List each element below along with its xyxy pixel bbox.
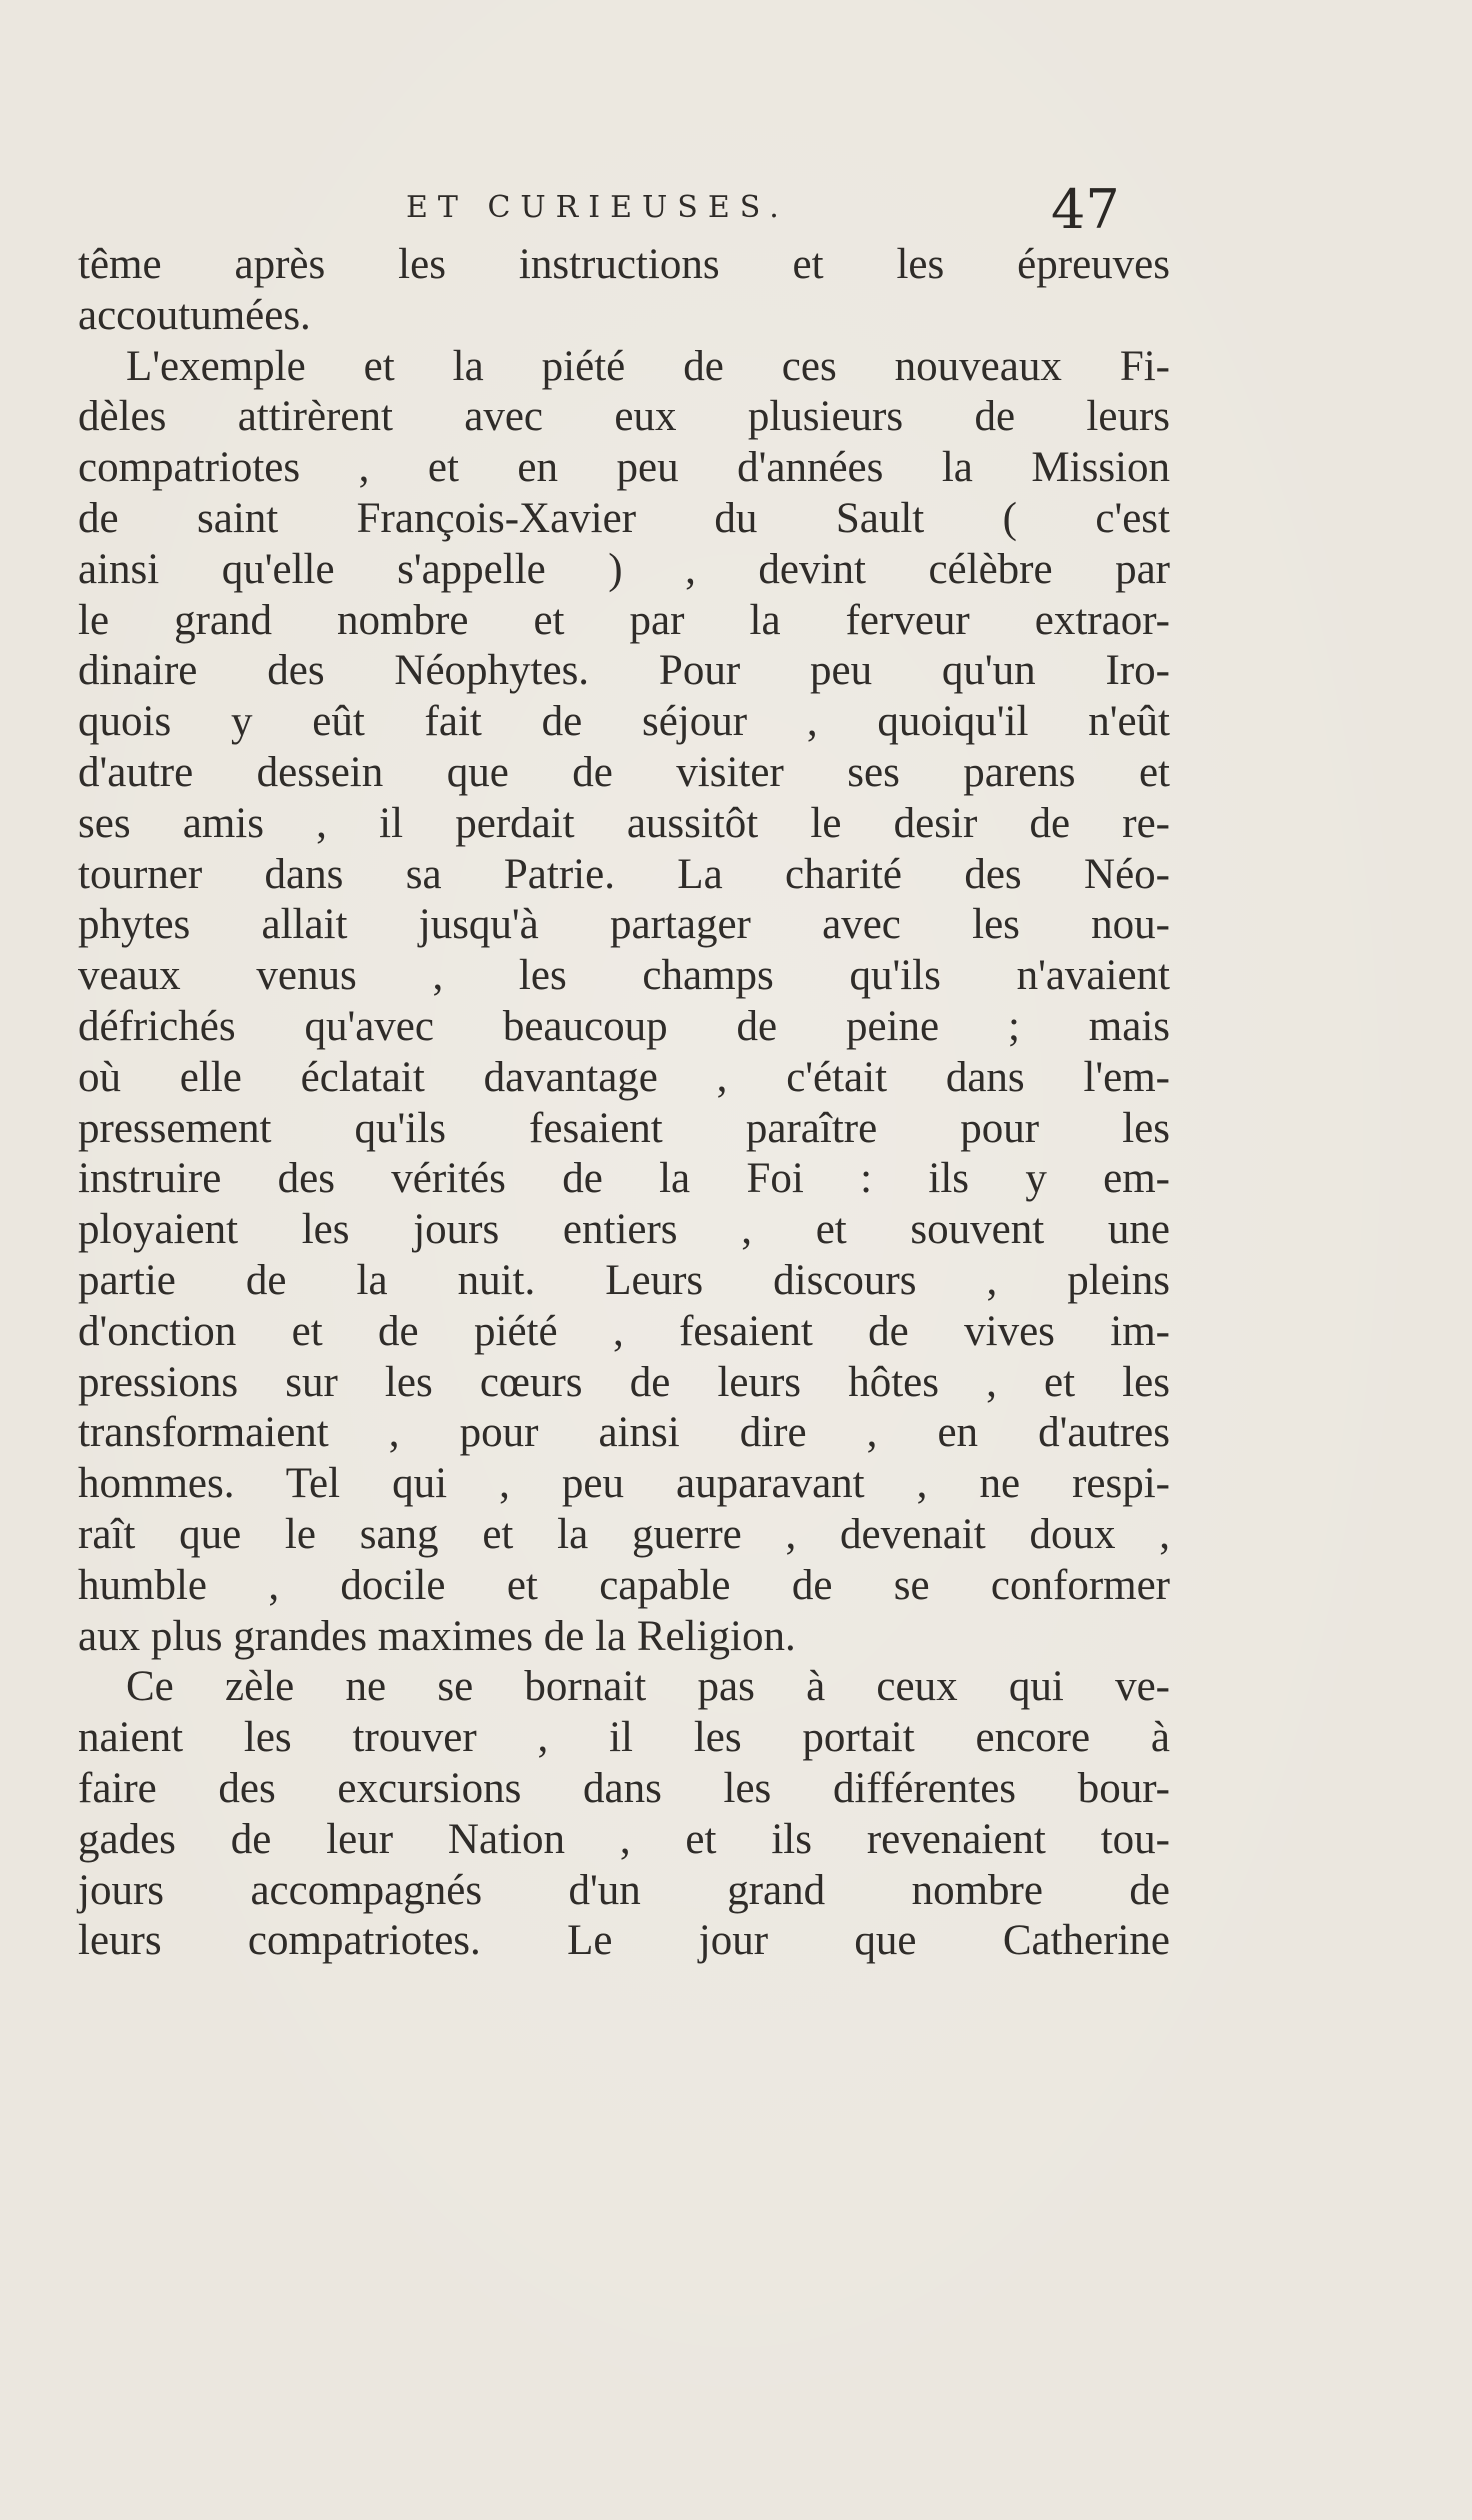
text-line: d'onction et de piété , fesaient de vives im- (78, 1307, 1170, 1355)
text-line: accoutumées. (78, 291, 311, 339)
text-line: faire des excursions dans les différentes bour- (78, 1764, 1170, 1812)
text-line: de saint François-Xavier du Sault ( c'est (78, 494, 1170, 542)
text-line: jours accompagnés d'un grand nombre de (78, 1866, 1170, 1914)
text-line: transformaient , pour ainsi dire , en d'autres (78, 1409, 1170, 1457)
text-line: instruire des vérités de la Foi : ils y em- (78, 1155, 1170, 1203)
text-line: ployaient les jours entiers , et souvent une (78, 1206, 1170, 1254)
text-line: aux plus grandes maximes de la Religion. (78, 1612, 796, 1660)
text-line: tême après les instructions et les épreuves (78, 241, 1170, 288)
text-line: dèles attirèrent avec eux plusieurs de leurs (78, 393, 1170, 441)
text-line: pressement qu'ils fesaient paraître pour les (78, 1104, 1170, 1152)
text-line: L'exemple et la piété de ces nouveaux Fi- (126, 342, 1170, 390)
text-line: compatriotes , et en peu d'années la Mission (78, 444, 1170, 492)
text-line: le grand nombre et par la ferveur extraor- (78, 596, 1170, 644)
text-line: tourner dans sa Patrie. La charité des Néo- (78, 850, 1170, 898)
text-line: pressions sur les cœurs de leurs hôtes , et les (78, 1358, 1170, 1406)
text-line: phytes allait jusqu'à partager avec les nou- (78, 901, 1170, 949)
text-line: raît que le sang et la guerre , devenait doux , (78, 1510, 1170, 1558)
text-line: défrichés qu'avec beaucoup de peine ; mais (78, 1002, 1170, 1050)
text-line: humble , docile et capable de se conformer (78, 1561, 1170, 1609)
text-line: leurs compatriotes. Le jour que Catherine (78, 1917, 1170, 1965)
text-line: naient les trouver , il les portait encore à (78, 1714, 1170, 1762)
text-line: quois y eût fait de séjour , quoiqu'il n'eût (78, 698, 1170, 746)
text-line: ainsi qu'elle s'appelle ) , devint célèbre par (78, 545, 1170, 593)
page-number: 47 (1051, 178, 1120, 241)
text-line: partie de la nuit. Leurs discours , pleins (78, 1256, 1170, 1304)
body-text (78, 240, 1170, 1967)
text-line: gades de leur Nation , et ils revenaient tou- (78, 1815, 1170, 1863)
text-line: Ce zèle ne se bornait pas à ceux qui ve- (126, 1663, 1170, 1711)
text-line: dinaire des Néophytes. Pour peu qu'un Iro- (78, 647, 1170, 695)
text-line: veaux venus , les champs qu'ils n'avaient (78, 952, 1170, 1000)
text-line: ses amis , il perdait aussitôt le desir de re- (78, 799, 1170, 847)
text-line: hommes. Tel qui , peu auparavant , ne respi- (78, 1460, 1170, 1508)
running-title: ET CURIEUSES. (406, 190, 789, 225)
text-line: d'autre dessein que de visiter ses parens et (78, 748, 1170, 796)
text-line: où elle éclatait davantage , c'était dans l'em- (78, 1053, 1170, 1101)
